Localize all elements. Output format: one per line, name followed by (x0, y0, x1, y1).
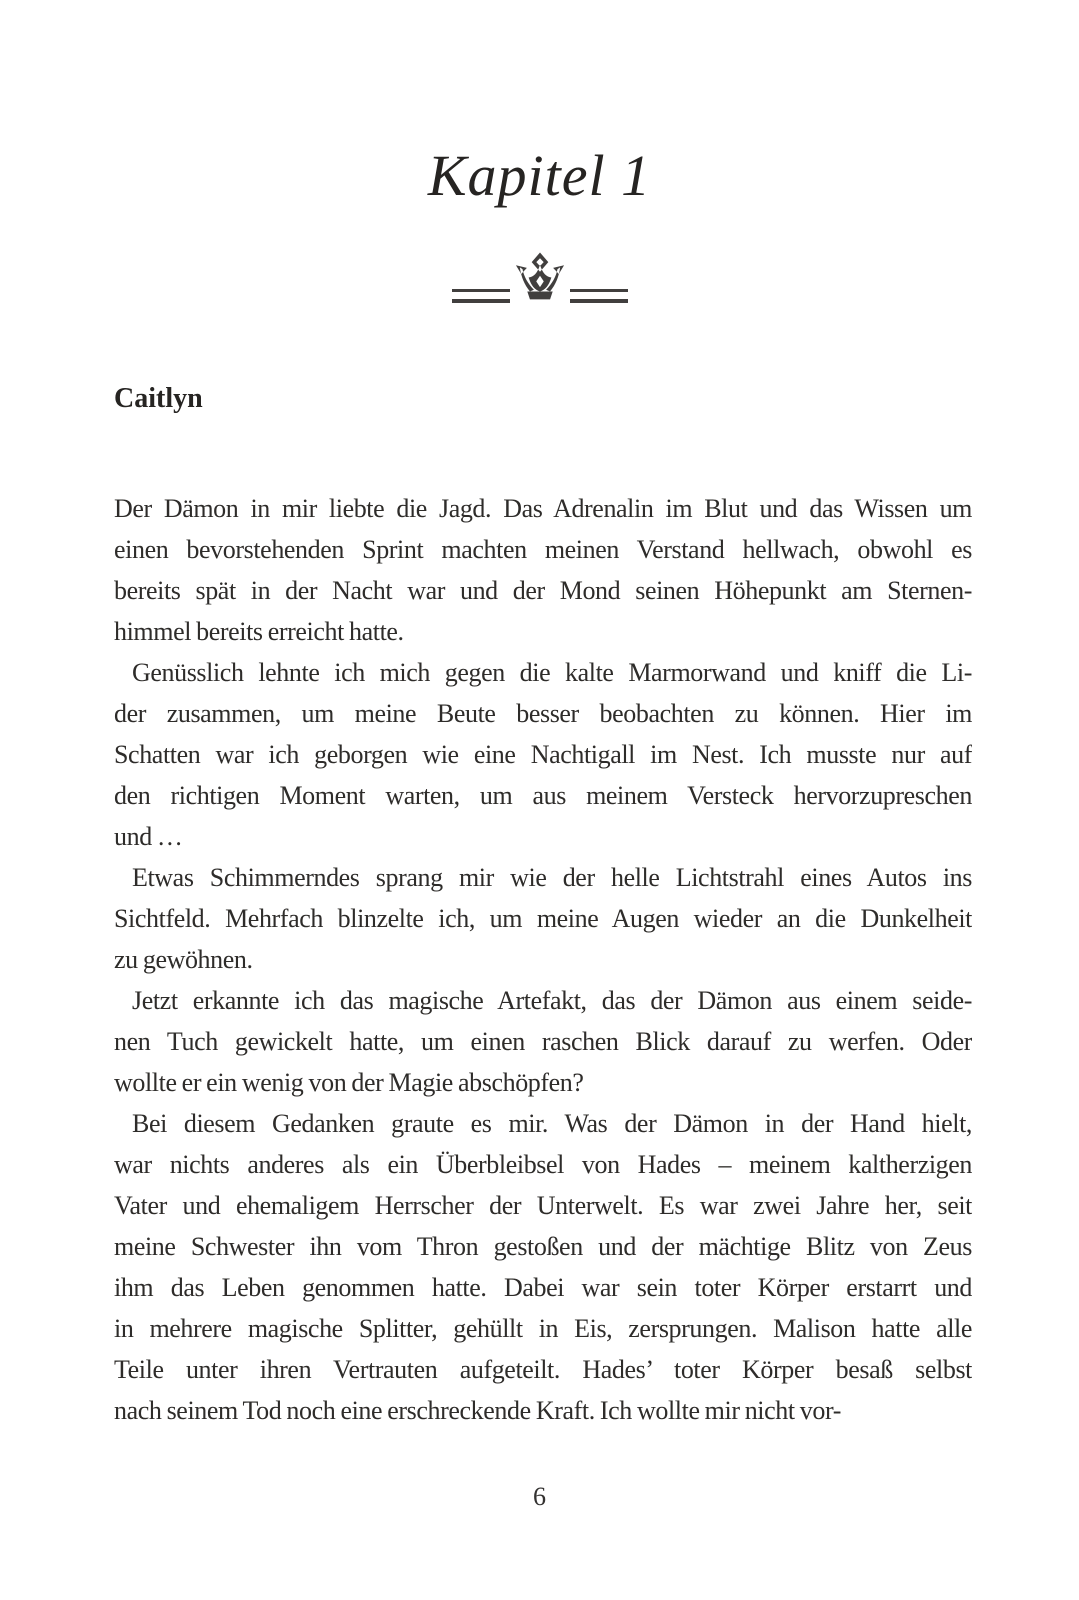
section-heading: Caitlyn (114, 383, 203, 414)
text-line: Schatten war ich geborgen wie eine Nachtigall im Nest. Ich musste nur auf (114, 740, 972, 769)
text-line: war nichts anderes als ein Überbleibsel von Hades – meinem kaltherzigen (114, 1150, 972, 1179)
text-line: ihm das Leben genommen hatte. Dabei war sein toter Körper erstarrt und (114, 1273, 972, 1302)
paragraph (114, 488, 972, 652)
text-line: und … (114, 822, 183, 851)
text-line: meine Schwester ihn vom Thron gestoßen und der mächtige Blitz von Zeus (114, 1232, 972, 1261)
ornament-rule-right (570, 289, 628, 303)
rule-thick (570, 299, 628, 303)
rule-thick (452, 299, 510, 303)
text-line: Teile unter ihren Vertrauten aufgeteilt. Hades’ toter Körper besaß selbst (114, 1355, 972, 1384)
text-line: nen Tuch gewickelt hatte, um einen raschen Blick darauf zu werfen. Oder (114, 1027, 972, 1056)
text-line: bereits spät in der Nacht war und der Mond seinen Höhepunkt am Sternen- (114, 576, 972, 605)
text-line: einen bevorstehenden Sprint machten meinen Verstand hellwach, obwohl es (114, 535, 972, 564)
rule-thin (570, 289, 628, 292)
text-line: in mehrere magische Splitter, gehüllt in Eis, zersprungen. Malison hatte alle (114, 1314, 972, 1343)
text-line: nach seinem Tod noch eine erschreckende Kraft. Ich wollte mir nicht vor- (114, 1396, 841, 1425)
body-text (114, 488, 972, 1431)
paragraph (114, 652, 972, 857)
text-line: den richtigen Moment warten, um aus meinem Versteck hervorzupreschen (114, 781, 972, 810)
text-line: Der Dämon in mir liebte die Jagd. Das Adrenalin im Blut und das Wissen um (114, 494, 972, 523)
text-line: Genüsslich lehnte ich mich gegen die kalte Marmorwand und kniff die Li- (132, 658, 972, 687)
crown-icon (512, 250, 568, 304)
page-number: 6 (533, 1482, 546, 1511)
chapter-ornament (452, 248, 628, 304)
text-line: zu gewöhnen. (114, 945, 253, 974)
ornament-rule-left (452, 289, 510, 303)
paragraph (114, 857, 972, 980)
paragraph (114, 980, 972, 1103)
text-line: Bei diesem Gedanken graute es mir. Was der Dämon in der Hand hielt, (132, 1109, 972, 1138)
text-line: Sichtfeld. Mehrfach blinzelte ich, um meine Augen wieder an die Dunkelheit (114, 904, 972, 933)
text-line: wollte er ein wenig von der Magie abschöpfen? (114, 1068, 584, 1097)
text-line: Vater und ehemaligem Herrscher der Unterwelt. Es war zwei Jahre her, seit (114, 1191, 972, 1220)
text-line: Etwas Schimmerndes sprang mir wie der helle Lichtstrahl eines Autos ins (132, 863, 972, 892)
paragraph (114, 1103, 972, 1431)
text-line: der zusammen, um meine Beute besser beobachten zu können. Hier im (114, 699, 972, 728)
text-line: Jetzt erkannte ich das magische Artefakt, das der Dämon aus einem seide- (132, 986, 972, 1015)
text-line: himmel bereits erreicht hatte. (114, 617, 404, 646)
rule-thin (452, 289, 510, 292)
chapter-title: Kapitel 1 (427, 143, 652, 208)
